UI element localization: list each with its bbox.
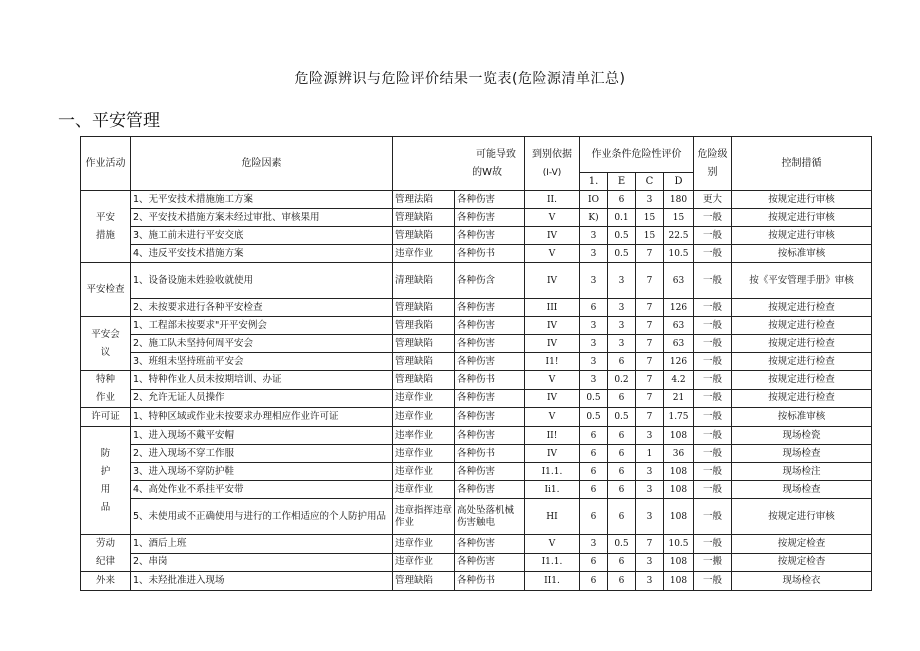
control-cell: 按标准审核 — [732, 408, 872, 427]
table-row — [81, 191, 872, 209]
control-cell: 按规定进行审核 — [732, 191, 872, 209]
category-cell: 管理我陷 — [393, 317, 455, 335]
header-E: E — [608, 173, 636, 191]
accident-cell: 各种伤害 — [455, 408, 525, 427]
activity-line: 劳动 — [95, 538, 115, 549]
header-basis-line2: (I-V) — [542, 167, 562, 178]
level-cell: 一般 — [694, 463, 732, 481]
table-row — [81, 572, 872, 591]
basis-cell: I1.1. — [525, 463, 580, 481]
value-E-cell: 3 — [608, 335, 636, 353]
level-cell: 一搬 — [694, 553, 732, 572]
control-cell: 按规定进行检查 — [732, 299, 872, 317]
table-row — [81, 335, 872, 353]
basis-cell: Ii1. — [525, 481, 580, 499]
activity-line: 许可证 — [91, 411, 120, 422]
value-D-cell: 1.75 — [664, 408, 694, 427]
value-L-cell: 3 — [580, 227, 608, 245]
value-L-cell: 6 — [580, 499, 608, 535]
activity-cell — [81, 572, 131, 591]
level-cell: 一般 — [694, 299, 732, 317]
accident-cell: 各种伤书 — [455, 445, 525, 463]
hazard-cell: 1、设备设施未姓验收就使用 — [131, 263, 393, 299]
table-row — [81, 209, 872, 227]
control-cell: 现场检查 — [732, 481, 872, 499]
activity-line: 用 — [100, 483, 111, 495]
category-cell: 管理缺陷 — [393, 572, 455, 591]
header-L: 1. — [580, 173, 608, 191]
value-L-cell: 6 — [580, 463, 608, 481]
level-cell: 一般 — [694, 371, 732, 390]
basis-cell: III — [525, 299, 580, 317]
value-E-cell: 0.5 — [608, 227, 636, 245]
basis-cell: V — [525, 209, 580, 227]
value-C-cell: 3 — [636, 481, 664, 499]
value-E-cell: 6 — [608, 481, 636, 499]
category-cell: 违章作业 — [393, 463, 455, 481]
control-cell: 现场检查 — [732, 445, 872, 463]
value-D-cell: 21 — [664, 389, 694, 408]
header-level — [694, 137, 732, 191]
accident-cell: 各种伤害 — [455, 317, 525, 335]
activity-cell — [81, 317, 131, 371]
value-D-cell: 63 — [664, 317, 694, 335]
activity-line: 平安 — [95, 211, 115, 223]
category-cell: 违章作业 — [393, 553, 455, 572]
accident-cell: 各种伤害 — [455, 191, 525, 209]
value-L-cell: 3 — [580, 353, 608, 371]
activity-line: 品 — [100, 501, 111, 513]
hazard-cell: 4、高处作业不系挂平安带 — [131, 481, 393, 499]
value-C-cell: 7 — [636, 317, 664, 335]
value-C-cell: 15 — [636, 209, 664, 227]
accident-cell: 各种伤害 — [455, 353, 525, 371]
hazard-cell: 3、施工前未进行平安交底 — [131, 227, 393, 245]
category-cell: 管理缺陷 — [393, 299, 455, 317]
table-row — [81, 535, 872, 554]
header-hazard: 危险因素 — [131, 137, 393, 191]
basis-cell: IV — [525, 227, 580, 245]
value-D-cell: 108 — [664, 553, 694, 572]
control-cell: 按规定进行审核 — [732, 227, 872, 245]
category-cell: 违章作业 — [393, 245, 455, 263]
hazard-cell: 1、进入现场不戴平安帽 — [131, 427, 393, 445]
hazard-cell: 2、施工队未坚持何周平安会 — [131, 335, 393, 353]
value-L-cell: 0.5 — [580, 389, 608, 408]
level-cell: 一般 — [694, 353, 732, 371]
basis-cell: IV — [525, 335, 580, 353]
hazard-cell: 2、允许无证人员操作 — [131, 389, 393, 408]
basis-cell: V — [525, 535, 580, 554]
table-row — [81, 263, 872, 299]
accident-cell: 各种伤含 — [455, 263, 525, 299]
value-E-cell: 6 — [608, 427, 636, 445]
value-E-cell: 6 — [608, 353, 636, 371]
control-cell: 按《平安管理手册》审核 — [732, 263, 872, 299]
value-L-cell: 3 — [580, 245, 608, 263]
value-L-cell: 3 — [580, 335, 608, 353]
basis-cell: HI — [525, 499, 580, 535]
basis-cell: II. — [525, 191, 580, 209]
hazard-cell: 2、进入现场不穿工作服 — [131, 445, 393, 463]
activity-line: 措施 — [95, 229, 115, 241]
hazard-cell: 2、串岗 — [131, 553, 393, 572]
level-cell: 一般 — [694, 445, 732, 463]
accident-cell: 各种伤害 — [455, 463, 525, 481]
value-E-cell: 6 — [608, 389, 636, 408]
value-L-cell: 6 — [580, 427, 608, 445]
activity-line: 特种 — [95, 374, 115, 385]
accident-cell: 各种伤害 — [455, 209, 525, 227]
basis-cell: IV — [525, 445, 580, 463]
category-cell: 违章作业 — [393, 408, 455, 427]
level-cell: 一般 — [694, 427, 732, 445]
value-E-cell: 3 — [608, 299, 636, 317]
category-cell: 管理法陷 — [393, 191, 455, 209]
value-D-cell: 108 — [664, 499, 694, 535]
basis-cell: V — [525, 371, 580, 390]
table-row — [81, 553, 872, 572]
basis-cell: IV — [525, 317, 580, 335]
value-C-cell: 7 — [636, 335, 664, 353]
accident-cell: 各种伤书 — [455, 371, 525, 390]
value-C-cell: 7 — [636, 263, 664, 299]
value-C-cell: 7 — [636, 245, 664, 263]
activity-cell — [81, 263, 131, 317]
value-L-cell: 0.5 — [580, 408, 608, 427]
category-cell: 违章指挥违章作业 — [393, 499, 455, 535]
hazard-cell: 4、违反平安技术措施方案 — [131, 245, 393, 263]
category-cell: 管理缺陷 — [393, 371, 455, 390]
control-cell: 现场检注 — [732, 463, 872, 481]
value-E-cell: 0.1 — [608, 209, 636, 227]
value-D-cell: 15 — [664, 209, 694, 227]
activity-cell — [81, 371, 131, 408]
header-eval: 作业条件危险性评价 — [580, 137, 694, 173]
table-row — [81, 299, 872, 317]
value-C-cell: 7 — [636, 371, 664, 390]
activity-line: 纪律 — [95, 556, 115, 567]
basis-cell: I1! — [525, 353, 580, 371]
control-cell: 按规定进行检查 — [732, 317, 872, 335]
category-cell: 违章作业 — [393, 445, 455, 463]
hazard-cell: 1、特种区域或作业未按要求办理相应作业许可证 — [131, 408, 393, 427]
value-L-cell: 6 — [580, 572, 608, 591]
basis-cell: V — [525, 408, 580, 427]
value-D-cell: 36 — [664, 445, 694, 463]
category-cell: 违章作业 — [393, 535, 455, 554]
value-C-cell: 7 — [636, 353, 664, 371]
header-D: D — [664, 173, 694, 191]
header-C: C — [636, 173, 664, 191]
level-cell: 一般 — [694, 572, 732, 591]
accident-cell: 各种伤书 — [455, 572, 525, 591]
header-level-line2: 别 — [707, 166, 718, 178]
hazard-cell: 5、未使用或不正确使用与进行的工作相适应的个人防护用品 — [131, 499, 393, 535]
value-E-cell: 6 — [608, 463, 636, 481]
header-level-line1: 危险级 — [697, 148, 728, 160]
value-C-cell: 7 — [636, 408, 664, 427]
table-row — [81, 353, 872, 371]
header-basis-line1: 到别依据 — [532, 148, 572, 160]
control-cell: 按规定进行检查 — [732, 371, 872, 390]
control-cell: 按规定进行检查 — [732, 389, 872, 408]
table-row — [81, 445, 872, 463]
basis-cell: IV — [525, 263, 580, 299]
value-D-cell: 108 — [664, 463, 694, 481]
page-title: 危险源辨识与危险评价结果一览表(危险源清单汇总) — [294, 71, 626, 87]
activity-cell — [81, 427, 131, 535]
hazard-cell: 1、工程部未按要求"开平安例会 — [131, 317, 393, 335]
level-cell: 一般 — [694, 408, 732, 427]
value-L-cell: 3 — [580, 371, 608, 390]
control-cell: 按规定进行审核 — [732, 209, 872, 227]
header-basis — [525, 137, 580, 191]
table-row — [81, 371, 872, 390]
basis-cell: II! — [525, 427, 580, 445]
accident-cell: 各种伤书 — [455, 245, 525, 263]
basis-cell: II1. — [525, 572, 580, 591]
value-D-cell: 108 — [664, 427, 694, 445]
header-accident-line2: 的W故 — [472, 166, 502, 178]
value-D-cell: 63 — [664, 335, 694, 353]
value-E-cell: 3 — [608, 263, 636, 299]
basis-cell: I1.1. — [525, 553, 580, 572]
basis-cell: V — [525, 245, 580, 263]
control-cell: 现场检衣 — [732, 572, 872, 591]
hazard-cell: 2、平安技术措施方案未经过审批、审核果用 — [131, 209, 393, 227]
category-cell: 管理缺陷 — [393, 209, 455, 227]
activity-line: 议 — [100, 346, 111, 358]
value-L-cell: IO — [580, 191, 608, 209]
table-row — [81, 499, 872, 535]
hazard-cell: 3、进入现场不穿防护鞋 — [131, 463, 393, 481]
value-E-cell: 6 — [608, 191, 636, 209]
value-C-cell: 1 — [636, 445, 664, 463]
header-activity: 作业活动 — [81, 137, 131, 191]
table-row — [81, 245, 872, 263]
value-L-cell: 6 — [580, 445, 608, 463]
table-row — [81, 389, 872, 408]
level-cell: 一般 — [694, 263, 732, 299]
table-row — [81, 227, 872, 245]
value-E-cell: 0.2 — [608, 371, 636, 390]
hazard-cell: 3、班组未坚持班前平安会 — [131, 353, 393, 371]
value-C-cell: 3 — [636, 572, 664, 591]
value-C-cell: 3 — [636, 191, 664, 209]
activity-line: 外来 — [95, 575, 115, 586]
hazard-cell: 1、未羟批准进入现场 — [131, 572, 393, 591]
level-cell: 一般 — [694, 317, 732, 335]
value-C-cell: 15 — [636, 227, 664, 245]
accident-cell: 各种伤害 — [455, 389, 525, 408]
hazard-table — [80, 136, 872, 591]
activity-line: 平安会 — [91, 328, 120, 340]
value-L-cell: K) — [580, 209, 608, 227]
activity-line: 作业 — [95, 392, 115, 403]
level-cell: 一般 — [694, 335, 732, 353]
activity-line: 护 — [100, 465, 111, 477]
category-cell: 管理缺陷 — [393, 353, 455, 371]
value-L-cell: 6 — [580, 553, 608, 572]
value-D-cell: 126 — [664, 353, 694, 371]
activity-cell — [81, 535, 131, 572]
control-cell: 现场检瓷 — [732, 427, 872, 445]
table-row — [81, 408, 872, 427]
value-D-cell: 180 — [664, 191, 694, 209]
accident-cell: 各种伤害 — [455, 535, 525, 554]
level-cell: 一般 — [694, 535, 732, 554]
value-E-cell: 3 — [608, 317, 636, 335]
value-D-cell: 108 — [664, 481, 694, 499]
category-cell: 违章作业 — [393, 481, 455, 499]
table-row — [81, 463, 872, 481]
section-heading: 一、平安管理 — [58, 111, 160, 131]
control-cell: 按规定进行审核 — [732, 499, 872, 535]
header-accident — [393, 137, 525, 191]
category-cell: 清理缺陷 — [393, 263, 455, 299]
header-accident-line1: 可能导致 — [476, 148, 516, 160]
hazard-cell: 1、酒后上班 — [131, 535, 393, 554]
activity-line: 防 — [100, 447, 111, 459]
category-cell: 违章作业 — [393, 389, 455, 408]
value-D-cell: 4.2 — [664, 371, 694, 390]
value-E-cell: 6 — [608, 553, 636, 572]
control-cell: 按规定进行检查 — [732, 353, 872, 371]
accident-cell: 各种伤害 — [455, 299, 525, 317]
value-L-cell: 6 — [580, 481, 608, 499]
accident-cell: 各种伤害 — [455, 227, 525, 245]
control-cell: 按标准审核 — [732, 245, 872, 263]
value-L-cell: 3 — [580, 535, 608, 554]
header-row-1 — [81, 137, 872, 173]
value-E-cell: 6 — [608, 445, 636, 463]
table-row — [81, 317, 872, 335]
value-C-cell: 7 — [636, 389, 664, 408]
level-cell: 一般 — [694, 245, 732, 263]
value-D-cell: 126 — [664, 299, 694, 317]
value-L-cell: 3 — [580, 263, 608, 299]
hazard-cell: 2、未按要求进行各种平安检查 — [131, 299, 393, 317]
value-D-cell: 108 — [664, 572, 694, 591]
level-cell: 一般 — [694, 481, 732, 499]
activity-cell — [81, 191, 131, 263]
basis-cell: IV — [525, 389, 580, 408]
activity-cell — [81, 408, 131, 427]
category-cell: 管理缺陷 — [393, 227, 455, 245]
category-cell: 管理缺陷 — [393, 335, 455, 353]
level-cell: 一般 — [694, 227, 732, 245]
value-E-cell: 6 — [608, 499, 636, 535]
level-cell: 一般 — [694, 209, 732, 227]
activity-line: 平安检查 — [86, 283, 125, 295]
level-cell: 一般 — [694, 389, 732, 408]
hazard-cell: 1、无平安技术措施施工方案 — [131, 191, 393, 209]
accident-cell: 各种伤害 — [455, 553, 525, 572]
value-D-cell: 10.5 — [664, 535, 694, 554]
value-C-cell: 7 — [636, 299, 664, 317]
value-C-cell: 3 — [636, 427, 664, 445]
value-D-cell: 10.5 — [664, 245, 694, 263]
control-cell: 按规定检查 — [732, 535, 872, 554]
level-cell: 一般 — [694, 499, 732, 535]
level-cell: 更大 — [694, 191, 732, 209]
value-E-cell: 6 — [608, 572, 636, 591]
value-L-cell: 3 — [580, 317, 608, 335]
value-D-cell: 63 — [664, 263, 694, 299]
accident-cell: 高处坠落机械伤害触电 — [455, 499, 525, 535]
value-C-cell: 3 — [636, 499, 664, 535]
value-E-cell: 0.5 — [608, 535, 636, 554]
table-row — [81, 427, 872, 445]
control-cell: 按规定进行检查 — [732, 335, 872, 353]
header-control: 控制措循 — [732, 137, 872, 191]
category-cell: 违率作业 — [393, 427, 455, 445]
value-E-cell: 0.5 — [608, 408, 636, 427]
accident-cell: 各种伤害 — [455, 427, 525, 445]
value-E-cell: 0.5 — [608, 245, 636, 263]
table-row — [81, 481, 872, 499]
value-D-cell: 22.5 — [664, 227, 694, 245]
hazard-cell: 1、特种作业人员未按期培训、办证 — [131, 371, 393, 390]
value-C-cell: 3 — [636, 553, 664, 572]
control-cell: 按规定检杳 — [732, 553, 872, 572]
accident-cell: 各种伤害 — [455, 481, 525, 499]
value-C-cell: 7 — [636, 535, 664, 554]
value-L-cell: 6 — [580, 299, 608, 317]
accident-cell: 各种伤害 — [455, 335, 525, 353]
value-C-cell: 3 — [636, 463, 664, 481]
